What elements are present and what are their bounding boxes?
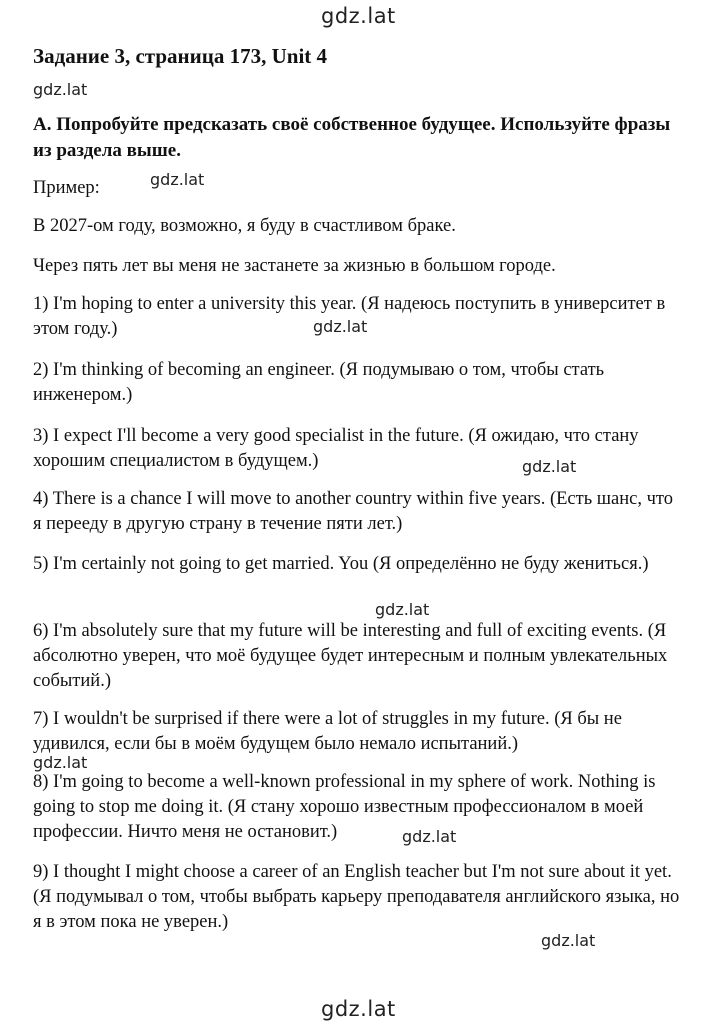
watermark-top: gdz.lat <box>321 4 396 28</box>
watermark: gdz.lat <box>375 600 430 619</box>
watermark-bottom: gdz.lat <box>321 997 396 1021</box>
answer-item-1: 1) I'm hoping to enter a university this year. (Я надеюсь поступить в университет в этом году.) <box>33 294 666 339</box>
answer-item-8: 8) I'm going to become a well-known professional in my sphere of work. Nothing is going to stop me doing it. (Я стану хорошо известным профессионалом в моей профессии. Ничто меня не остановит.) <box>33 772 656 842</box>
watermark: gdz.lat <box>150 170 205 189</box>
answer-item-4: 4) There is a chance I will move to another country within five years. (Есть шанс, что я перееду в другую страну в течение пяти лет.) <box>33 489 674 534</box>
answer-item-9: 9) I thought I might choose a career of an English teacher but I'm not sure about it yet. (Я подумывал о том, чтобы выбрать карьеру преподавателя английского языка, но я в этом пока не уверен.) <box>33 862 680 932</box>
answer-item-6: 6) I'm absolutely sure that my future will be interesting and full of exciting events. (Я абсолютно уверен, что моё будущее будет интересным и полным увлекательных событий.) <box>33 621 668 691</box>
page-title: Задание 3, страница 173, Unit 4 <box>33 44 328 68</box>
task-instruction: A. Попробуйте предсказать своё собственное будущее. Используйте фразы из раздела выше. <box>33 114 671 161</box>
watermark: gdz.lat <box>541 931 596 950</box>
watermark: gdz.lat <box>313 317 368 336</box>
watermark: gdz.lat <box>33 753 88 772</box>
watermark: gdz.lat <box>33 80 88 99</box>
example-label: Пример: <box>33 178 100 198</box>
example-sentence: Через пять лет вы меня не застанете за жизнью в большом городе. <box>33 256 556 276</box>
watermark: gdz.lat <box>402 827 457 846</box>
answer-item-3: 3) I expect I'll become a very good specialist in the future. (Я ожидаю, что стану хорошим специалистом в будущем.) <box>33 426 639 471</box>
answer-item-7: 7) I wouldn't be surprised if there were a lot of struggles in my future. (Я бы не удивился, если бы в моём будущем было немало испытаний.) <box>33 709 622 754</box>
answer-item-5: 5) I'm certainly not going to get married. You (Я определённо не буду жениться.) <box>33 554 649 574</box>
watermark: gdz.lat <box>522 457 577 476</box>
answer-item-2: 2) I'm thinking of becoming an engineer. (Я подумываю о том, чтобы стать инженером.) <box>33 360 605 405</box>
example-sentence: В 2027-ом году, возможно, я буду в счастливом браке. <box>33 216 456 236</box>
